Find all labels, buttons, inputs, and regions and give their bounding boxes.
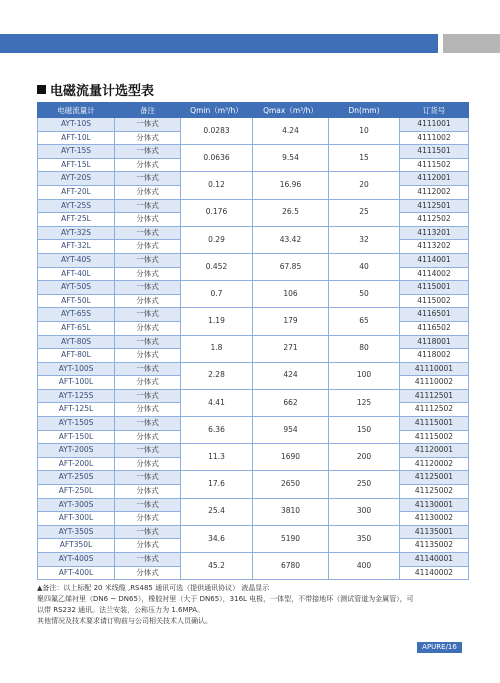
selection-table [37,102,469,580]
table-row [38,444,469,458]
dn-cell: 125 [329,389,400,416]
note-cell: 分体式 [115,512,181,526]
top-gray-band [443,34,500,53]
order-number-cell: 4118002 [400,349,469,363]
note-cell: 分体式 [115,213,181,227]
order-number-cell: 4116501 [400,308,469,322]
note-line: 聚四氟乙烯衬里（DN6 ~ DN65），橡胶衬里（大于 DN65），316L 电极，一体型，不带接地环（测试管道为金属管），可 [37,595,414,603]
model-cell: AFT-25L [38,213,115,227]
dn-cell: 250 [329,471,400,498]
note-cell: 分体式 [115,321,181,335]
qmax-cell: 67.85 [253,253,329,280]
table-row [38,308,469,322]
qmin-cell: 0.7 [181,281,253,308]
model-cell: AYT-65S [38,308,115,322]
order-number-cell: 41115001 [400,417,469,431]
note-cell: 一体式 [115,417,181,431]
dn-cell: 50 [329,281,400,308]
note-cell: 一体式 [115,471,181,485]
order-number-cell: 4112502 [400,213,469,227]
note-cell: 分体式 [115,403,181,417]
dn-cell: 300 [329,498,400,525]
note-cell: 分体式 [115,349,181,363]
order-number-cell: 41130002 [400,512,469,526]
note-cell: 一体式 [115,335,181,349]
model-cell: AYT-300S [38,498,115,512]
qmax-cell: 271 [253,335,329,362]
model-cell: AYT-150S [38,417,115,431]
model-cell: AYT-15S [38,145,115,159]
dn-cell: 400 [329,553,400,580]
order-number-cell: 4112002 [400,185,469,199]
note-line: 以带 RS232 通讯。法兰安装，公称压力为 1.6MPA。 [37,606,205,614]
dn-cell: 40 [329,253,400,280]
order-number-cell: 4112501 [400,199,469,213]
qmin-cell: 0.176 [181,199,253,226]
note-cell: 分体式 [115,131,181,145]
note-line: 其他情况及技术要求请订购前与公司相关技术人员确认。 [37,617,212,625]
dn-cell: 350 [329,525,400,552]
table-row [38,362,469,376]
note-cell: 一体式 [115,525,181,539]
page-title-text: 电磁流量计选型表 [50,84,155,99]
model-cell: AFT-100L [38,376,115,390]
table-row [38,226,469,240]
header-note: 备注 [115,103,181,118]
model-cell: AFT-200L [38,457,115,471]
order-number-cell: 4111001 [400,118,469,132]
model-cell: AYT-10S [38,118,115,132]
qmax-cell: 179 [253,308,329,335]
top-color-band [0,34,438,53]
note-cell: 分体式 [115,240,181,254]
note-cell: 一体式 [115,145,181,159]
note-cell: 一体式 [115,389,181,403]
note-cell: 一体式 [115,498,181,512]
model-cell: AYT-350S [38,525,115,539]
order-number-cell: 41140002 [400,566,469,580]
model-cell: AFT-20L [38,185,115,199]
model-cell: AFT-400L [38,566,115,580]
table-row [38,525,469,539]
note-cell: 一体式 [115,362,181,376]
table-body [38,118,469,580]
qmax-cell: 106 [253,281,329,308]
order-number-cell: 41130001 [400,498,469,512]
order-number-cell: 41112501 [400,389,469,403]
note-cell: 分体式 [115,485,181,499]
table-row [38,172,469,186]
qmin-cell: 11.3 [181,444,253,471]
table-row [38,145,469,159]
order-number-cell: 4115001 [400,281,469,295]
model-cell: AFT-65L [38,321,115,335]
table-row [38,553,469,567]
order-number-cell: 41112502 [400,403,469,417]
note-cell: 分体式 [115,267,181,281]
order-number-cell: 4112001 [400,172,469,186]
header-qmax: Qmax（m³/h） [253,103,329,118]
dn-cell: 25 [329,199,400,226]
model-cell: AYT-25S [38,199,115,213]
qmax-cell: 1690 [253,444,329,471]
dn-cell: 200 [329,444,400,471]
order-number-cell: 4116502 [400,321,469,335]
note-cell: 一体式 [115,553,181,567]
header-qmin: Qmin（m³/h） [181,103,253,118]
model-cell: AFT-80L [38,349,115,363]
table-row [38,335,469,349]
table-row [38,199,469,213]
order-number-cell: 41110002 [400,376,469,390]
model-cell: AYT-100S [38,362,115,376]
order-number-cell: 41125002 [400,485,469,499]
qmax-cell: 2650 [253,471,329,498]
order-number-cell: 4111501 [400,145,469,159]
qmin-cell: 0.29 [181,226,253,253]
order-number-cell: 41110001 [400,362,469,376]
page-number-tag: APURE/16 [417,642,462,653]
model-cell: AYT-80S [38,335,115,349]
model-cell: AFT-15L [38,158,115,172]
qmax-cell: 43.42 [253,226,329,253]
note-cell: 分体式 [115,185,181,199]
qmin-cell: 17.6 [181,471,253,498]
note-cell: 分体式 [115,430,181,444]
table-header-row [38,103,469,118]
qmax-cell: 3810 [253,498,329,525]
qmin-cell: 0.0283 [181,118,253,145]
page-title [37,80,154,99]
note-cell: 分体式 [115,376,181,390]
qmin-cell: 1.8 [181,335,253,362]
model-cell: AYT-400S [38,553,115,567]
dn-cell: 80 [329,335,400,362]
model-cell: AYT-20S [38,172,115,186]
qmax-cell: 954 [253,417,329,444]
model-cell: AFT-250L [38,485,115,499]
order-number-cell: 4111002 [400,131,469,145]
table-row [38,498,469,512]
order-number-cell: 4113201 [400,226,469,240]
order-number-cell: 4118001 [400,335,469,349]
qmax-cell: 26.5 [253,199,329,226]
qmax-cell: 4.24 [253,118,329,145]
note-line: ▲备注：以上标配 20 米线缆 ,RS485 通讯可选（提供通讯协议） 液晶显示 [37,584,270,592]
note-cell: 分体式 [115,539,181,553]
note-cell: 分体式 [115,294,181,308]
note-cell: 一体式 [115,226,181,240]
note-cell: 分体式 [115,158,181,172]
dn-cell: 32 [329,226,400,253]
order-number-cell: 4114001 [400,253,469,267]
qmax-cell: 16.96 [253,172,329,199]
model-cell: AFT-50L [38,294,115,308]
header-order-number: 订货号 [400,103,469,118]
model-cell: AYT-40S [38,253,115,267]
note-cell: 分体式 [115,457,181,471]
model-cell: AYT-125S [38,389,115,403]
note-cell: 分体式 [115,566,181,580]
model-cell: AFT350L [38,539,115,553]
table-row [38,471,469,485]
note-cell: 一体式 [115,118,181,132]
dn-cell: 65 [329,308,400,335]
table-row [38,118,469,132]
dn-cell: 20 [329,172,400,199]
qmax-cell: 424 [253,362,329,389]
model-cell: AFT-10L [38,131,115,145]
dn-cell: 10 [329,118,400,145]
qmin-cell: 0.12 [181,172,253,199]
note-cell: 一体式 [115,444,181,458]
model-cell: AFT-150L [38,430,115,444]
qmax-cell: 662 [253,389,329,416]
qmin-cell: 0.0636 [181,145,253,172]
qmin-cell: 6.36 [181,417,253,444]
order-number-cell: 41120001 [400,444,469,458]
qmin-cell: 2.28 [181,362,253,389]
note-cell: 一体式 [115,199,181,213]
note-cell: 一体式 [115,253,181,267]
order-number-cell: 41140001 [400,553,469,567]
order-number-cell: 4114002 [400,267,469,281]
order-number-cell: 41125001 [400,471,469,485]
model-cell: AFT-125L [38,403,115,417]
qmin-cell: 25.4 [181,498,253,525]
order-number-cell: 4111502 [400,158,469,172]
model-cell: AYT-50S [38,281,115,295]
order-number-cell: 41135002 [400,539,469,553]
dn-cell: 15 [329,145,400,172]
order-number-cell: 41115002 [400,430,469,444]
model-cell: AYT-250S [38,471,115,485]
note-cell: 一体式 [115,172,181,186]
model-cell: AFT-300L [38,512,115,526]
table-row [38,389,469,403]
table-row [38,417,469,431]
qmin-cell: 34.6 [181,525,253,552]
qmax-cell: 5190 [253,525,329,552]
table-row [38,253,469,267]
model-cell: AFT-32L [38,240,115,254]
qmax-cell: 6780 [253,553,329,580]
order-number-cell: 4113202 [400,240,469,254]
header-dn: Dn(mm) [329,103,400,118]
note-cell: 一体式 [115,308,181,322]
qmin-cell: 4.41 [181,389,253,416]
order-number-cell: 41120002 [400,457,469,471]
qmin-cell: 1.19 [181,308,253,335]
order-number-cell: 4115002 [400,294,469,308]
qmin-cell: 0.452 [181,253,253,280]
model-cell: AYT-200S [38,444,115,458]
qmax-cell: 9.54 [253,145,329,172]
model-cell: AYT-32S [38,226,115,240]
table-row [38,281,469,295]
notes-block [37,583,477,627]
square-bullet-icon [37,85,46,94]
note-cell: 一体式 [115,281,181,295]
dn-cell: 100 [329,362,400,389]
order-number-cell: 41135001 [400,525,469,539]
dn-cell: 150 [329,417,400,444]
model-cell: AFT-40L [38,267,115,281]
qmin-cell: 45.2 [181,553,253,580]
header-model: 电磁流量计 [38,103,115,118]
